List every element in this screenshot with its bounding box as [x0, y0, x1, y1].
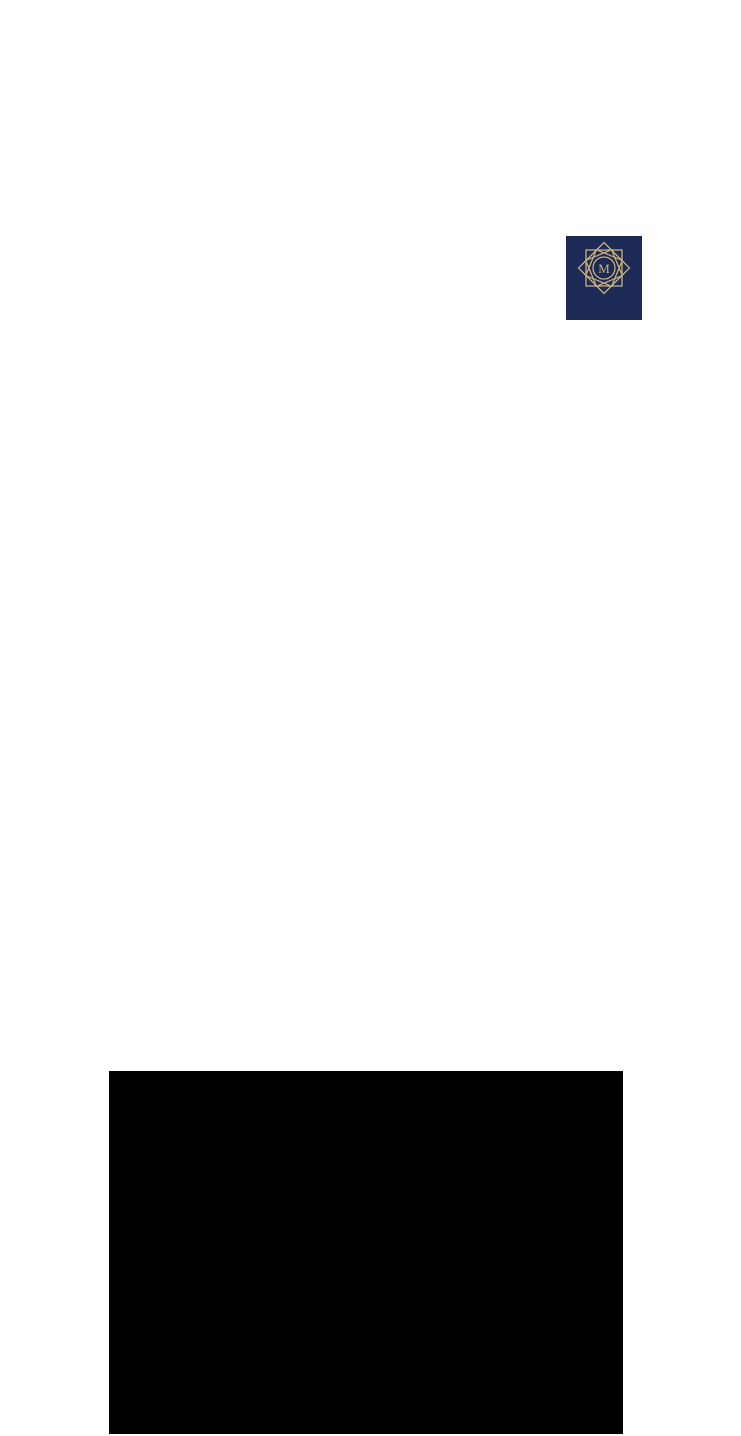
logo-emblem-icon [572, 236, 636, 300]
magnelibra-logo [566, 236, 642, 320]
treasury-curve-chart [109, 1071, 623, 1434]
svg-text:M: M [598, 261, 610, 276]
